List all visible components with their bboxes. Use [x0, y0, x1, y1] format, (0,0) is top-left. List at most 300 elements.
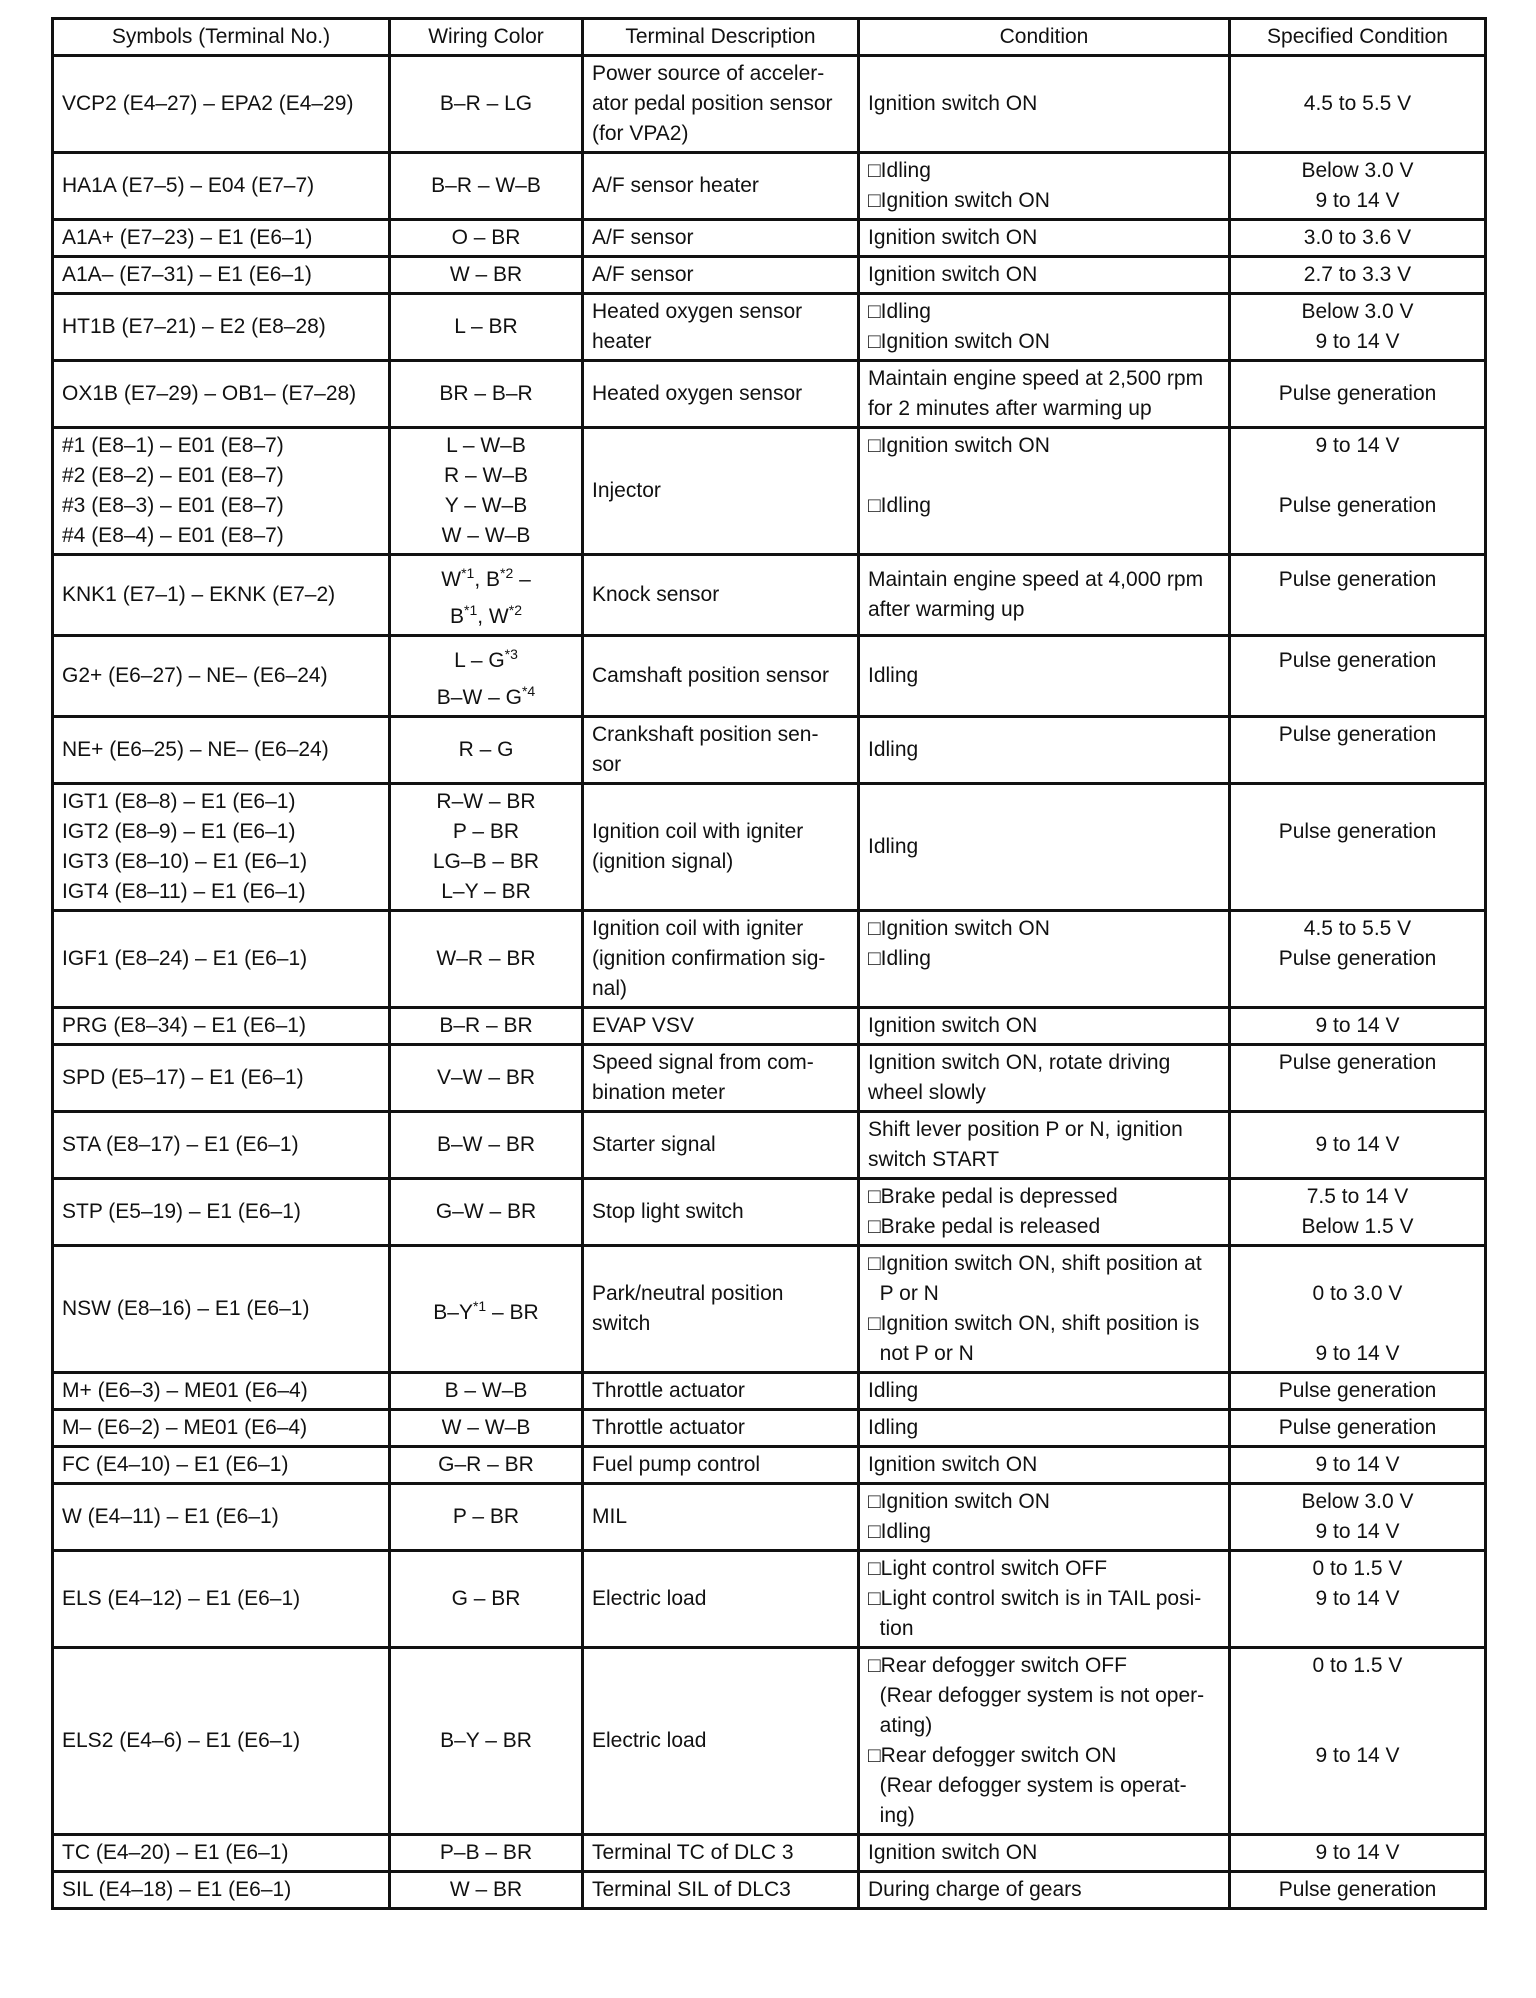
cell-line: 4.5 to 5.5 V	[1303, 917, 1412, 940]
cell-line: □Light control switch is in TAIL posi-	[868, 1587, 1202, 1610]
cell-line: VCP2 (E4–27) – EPA2 (E4–29)	[62, 92, 354, 115]
cell-line: Pulse generation	[1278, 1379, 1437, 1402]
wiring-color-cell	[390, 428, 583, 555]
cell-line	[1239, 461, 1476, 491]
specified-condition-cell	[1230, 1112, 1486, 1179]
condition-cell	[859, 911, 1230, 1008]
cell-line: Idling	[868, 664, 919, 687]
cell-line	[1239, 1614, 1476, 1644]
header-symbols: Symbols (Terminal No.)	[53, 19, 390, 56]
description-cell	[583, 361, 859, 428]
specified-condition-cell	[1230, 1551, 1486, 1648]
cell-line: □Brake pedal is released	[868, 1215, 1101, 1238]
symbol-cell	[53, 636, 390, 717]
header-terminal-description: Terminal Description	[583, 19, 859, 56]
cell-line: □Ignition switch ON	[868, 330, 1050, 353]
cell-line: Knock sensor	[592, 583, 720, 606]
cell-line: (ignition confirmation sig-	[592, 947, 826, 970]
cell-line: Ignition switch ON, rotate driving	[868, 1051, 1171, 1074]
cell-line: B–R – W–B	[431, 174, 541, 197]
symbol-cell	[53, 1008, 390, 1045]
cell-line: L – $G^{*3}$	[454, 646, 518, 672]
cell-line: □Ignition switch ON	[868, 1490, 1050, 1513]
cell-line: #2 (E8–2) – E01 (E8–7)	[62, 464, 284, 487]
cell-line: □Ignition switch ON	[868, 434, 1050, 457]
wiring-color-cell	[390, 1484, 583, 1551]
cell-line: Ignition coil with igniter	[592, 917, 804, 940]
wiring-color-cell	[390, 555, 583, 636]
cell-line: □Rear defogger switch OFF	[868, 1654, 1127, 1677]
cell-line: Heated oxygen sensor	[592, 382, 803, 405]
condition-cell	[859, 1484, 1230, 1551]
cell-line: $B-Y^{*1}$ – BR	[433, 1297, 539, 1324]
cell-line: 3.0 to 3.6 V	[1303, 226, 1412, 249]
table-row	[53, 153, 1486, 220]
cell-line: G2+ (E6–27) – NE– (E6–24)	[62, 664, 328, 687]
description-cell	[583, 1410, 859, 1447]
cell-line: #4 (E8–4) – E01 (E8–7)	[62, 524, 284, 547]
symbol-cell	[53, 257, 390, 294]
cell-line: Ignition switch ON	[868, 1841, 1038, 1864]
cell-line: R – G	[458, 738, 514, 761]
table-row	[53, 1045, 1486, 1112]
specified-condition-cell	[1230, 784, 1486, 911]
cell-line: Camshaft position sensor	[592, 664, 829, 687]
wiring-color-cell	[390, 1008, 583, 1045]
symbol-cell	[53, 56, 390, 153]
wiring-color-cell	[390, 1648, 583, 1835]
table-row	[53, 220, 1486, 257]
wiring-color-cell	[390, 294, 583, 361]
cell-line: □Ignition switch ON	[868, 189, 1050, 212]
table-row	[53, 1246, 1486, 1373]
specified-condition-cell	[1230, 1835, 1486, 1872]
table-row	[53, 1484, 1486, 1551]
cell-line: Throttle actuator	[592, 1416, 745, 1439]
cell-line: Pulse generation	[1278, 382, 1437, 405]
cell-line: Injector	[592, 479, 661, 502]
header-wiring-color: Wiring Color	[390, 19, 583, 56]
cell-line: Idling	[868, 1416, 919, 1439]
cell-line: Crankshaft position sen-	[592, 723, 819, 746]
wiring-color-cell	[390, 1045, 583, 1112]
wiring-color-cell	[390, 1246, 583, 1373]
description-cell	[583, 220, 859, 257]
cell-line: Below 1.5 V	[1301, 1215, 1414, 1238]
cell-line: ELS (E4–12) – E1 (E6–1)	[62, 1587, 301, 1610]
cell-line: Pulse generation	[1278, 1878, 1437, 1901]
cell-line: IGT4 (E8–11) – E1 (E6–1)	[62, 880, 306, 903]
description-cell	[583, 1179, 859, 1246]
cell-line: Terminal SIL of DLC3	[592, 1878, 791, 1901]
cell-line: □Ignition switch ON, shift position at	[868, 1252, 1202, 1275]
symbol-cell	[53, 1179, 390, 1246]
specified-condition-cell	[1230, 1484, 1486, 1551]
cell-line: □Light control switch OFF	[868, 1557, 1108, 1580]
cell-line: ating)	[868, 1714, 933, 1737]
cell-line: Pulse generation	[1278, 947, 1437, 970]
specified-condition-cell	[1230, 911, 1486, 1008]
cell-line: P or N	[868, 1282, 939, 1305]
cell-line: $W^{*1}$, $B^{*2}$ –	[441, 565, 531, 591]
cell-line: 9 to 14 V	[1315, 1744, 1400, 1767]
cell-line	[1239, 521, 1476, 551]
cell-line: ator pedal position sensor	[592, 92, 833, 115]
cell-line: Fuel pump control	[592, 1453, 761, 1476]
symbol-cell	[53, 220, 390, 257]
cell-line	[1239, 847, 1476, 877]
table-row	[53, 361, 1486, 428]
cell-line: switch	[592, 1312, 651, 1335]
cell-line: tion	[868, 1617, 914, 1640]
specified-condition-cell	[1230, 717, 1486, 784]
cell-line: □Idling	[868, 494, 931, 517]
cell-line: R – W–B	[443, 464, 529, 487]
condition-cell	[859, 1835, 1230, 1872]
symbol-cell	[53, 1246, 390, 1373]
condition-cell	[859, 1648, 1230, 1835]
condition-cell	[859, 1551, 1230, 1648]
cell-line: LG–B – BR	[432, 850, 540, 873]
description-cell	[583, 153, 859, 220]
cell-line: #1 (E8–1) – E01 (E8–7)	[62, 434, 284, 457]
header-row	[53, 19, 1486, 56]
cell-line: Below 3.0 V	[1301, 300, 1414, 323]
cell-line	[1239, 1771, 1476, 1801]
cell-line: MIL	[592, 1505, 628, 1528]
table-row	[53, 1008, 1486, 1045]
specified-condition-cell	[1230, 1246, 1486, 1373]
table-row	[53, 1112, 1486, 1179]
wiring-color-cell	[390, 1447, 583, 1484]
cell-line: G–R – BR	[438, 1453, 534, 1476]
description-cell	[583, 1551, 859, 1648]
cell-line: P – BR	[452, 820, 520, 843]
condition-cell	[859, 1410, 1230, 1447]
symbol-cell	[53, 1447, 390, 1484]
specified-condition-cell	[1230, 153, 1486, 220]
cell-line: $B^{*1}$, $W^{*2}$	[450, 602, 522, 628]
condition-cell	[859, 1447, 1230, 1484]
wiring-color-cell	[390, 1373, 583, 1410]
description-cell	[583, 428, 859, 555]
cell-line: Ignition switch ON	[868, 1453, 1038, 1476]
terminal-table	[51, 17, 1487, 1910]
cell-line: IGT2 (E8–9) – E1 (E6–1)	[62, 820, 296, 843]
description-cell	[583, 636, 859, 717]
cell-line: 9 to 14 V	[1315, 330, 1400, 353]
specified-condition-cell	[1230, 1872, 1486, 1909]
description-cell	[583, 911, 859, 1008]
cell-line: STP (E5–19) – E1 (E6–1)	[62, 1200, 301, 1223]
wiring-color-cell	[390, 784, 583, 911]
specified-condition-cell	[1230, 1045, 1486, 1112]
cell-line	[868, 974, 1220, 1004]
wiring-color-cell	[390, 1835, 583, 1872]
cell-line: R–W – BR	[436, 790, 536, 813]
cell-line: OX1B (E7–29) – OB1– (E7–28)	[62, 382, 357, 405]
cell-line: P–B – BR	[439, 1841, 533, 1864]
cell-line: KNK1 (E7–1) – EKNK (E7–2)	[62, 583, 336, 606]
cell-line: Starter signal	[592, 1133, 716, 1156]
cell-line: Maintain engine speed at 2,500 rpm	[868, 367, 1204, 390]
description-cell	[583, 1246, 859, 1373]
symbol-cell	[53, 1872, 390, 1909]
cell-line: A/F sensor heater	[592, 174, 759, 197]
cell-line: SIL (E4–18) – E1 (E6–1)	[62, 1878, 292, 1901]
symbol-cell	[53, 1484, 390, 1551]
description-cell	[583, 56, 859, 153]
description-cell	[583, 1872, 859, 1909]
cell-line: BR – B–R	[439, 382, 533, 405]
cell-line: HT1B (E7–21) – E2 (E8–28)	[62, 315, 326, 338]
cell-line: 9 to 14 V	[1315, 1453, 1400, 1476]
condition-cell	[859, 257, 1230, 294]
description-cell	[583, 1373, 859, 1410]
table-row	[53, 257, 1486, 294]
condition-cell	[859, 220, 1230, 257]
symbol-cell	[53, 1835, 390, 1872]
wiring-color-cell	[390, 911, 583, 1008]
cell-line: □Brake pedal is depressed	[868, 1185, 1118, 1208]
cell-line: IGT1 (E8–8) – E1 (E6–1)	[62, 790, 296, 813]
cell-line: Power source of acceler-	[592, 62, 825, 85]
condition-cell	[859, 1179, 1230, 1246]
cell-line: Stop light switch	[592, 1200, 744, 1223]
cell-line: 9 to 14 V	[1315, 1133, 1400, 1156]
table-row	[53, 555, 1486, 636]
condition-cell	[859, 555, 1230, 636]
cell-line: B–W – BR	[436, 1133, 536, 1156]
cell-line: L–Y – BR	[441, 880, 531, 903]
cell-line: Pulse generation	[1278, 820, 1437, 843]
cell-line: 9 to 14 V	[1315, 1014, 1400, 1037]
cell-line	[1239, 595, 1476, 625]
table-row	[53, 294, 1486, 361]
cell-line: SPD (E5–17) – E1 (E6–1)	[62, 1066, 304, 1089]
wiring-color-cell	[390, 717, 583, 784]
table-row	[53, 56, 1486, 153]
table-row	[53, 636, 1486, 717]
description-cell	[583, 555, 859, 636]
condition-cell	[859, 1008, 1230, 1045]
wiring-color-cell	[390, 220, 583, 257]
cell-line: □Ignition switch ON, shift position is	[868, 1312, 1200, 1335]
cell-line: not P or N	[868, 1342, 974, 1365]
description-cell	[583, 784, 859, 911]
specified-condition-cell	[1230, 1008, 1486, 1045]
condition-cell	[859, 1246, 1230, 1373]
symbol-cell	[53, 1551, 390, 1648]
cell-line: Y – W–B	[444, 494, 528, 517]
cell-line: Below 3.0 V	[1301, 1490, 1414, 1513]
cell-line: heater	[592, 330, 652, 353]
cell-line: A/F sensor	[592, 263, 694, 286]
cell-line: □Idling	[868, 1520, 931, 1543]
cell-line: □Idling	[868, 300, 931, 323]
table-row	[53, 1648, 1486, 1835]
cell-line: L – W–B	[446, 434, 526, 457]
cell-line: W (E4–11) – E1 (E6–1)	[62, 1505, 279, 1528]
cell-line: TC (E4–20) – E1 (E6–1)	[62, 1841, 289, 1864]
description-cell	[583, 1648, 859, 1835]
cell-line: □Idling	[868, 947, 931, 970]
cell-line	[1239, 750, 1476, 780]
cell-line: 4.5 to 5.5 V	[1303, 92, 1412, 115]
condition-cell	[859, 1112, 1230, 1179]
cell-line: 9 to 14 V	[1315, 1841, 1400, 1864]
condition-cell	[859, 294, 1230, 361]
cell-line: #3 (E8–3) – E01 (E8–7)	[62, 494, 284, 517]
description-cell	[583, 294, 859, 361]
table-row	[53, 1447, 1486, 1484]
condition-cell	[859, 784, 1230, 911]
symbol-cell	[53, 1045, 390, 1112]
table-row	[53, 1179, 1486, 1246]
symbol-cell	[53, 294, 390, 361]
cell-line: Park/neutral position	[592, 1282, 784, 1305]
cell-line	[1239, 1711, 1476, 1741]
condition-cell	[859, 1373, 1230, 1410]
cell-line: 9 to 14 V	[1315, 1342, 1400, 1365]
wiring-color-cell	[390, 1179, 583, 1246]
cell-line	[1239, 1681, 1476, 1711]
cell-line: Pulse generation	[1278, 723, 1437, 746]
cell-line: (Rear defogger system is not oper-	[868, 1684, 1205, 1707]
cell-line: for 2 minutes after warming up	[868, 397, 1152, 420]
cell-line: Below 3.0 V	[1301, 159, 1414, 182]
symbol-cell	[53, 428, 390, 555]
cell-line: 0 to 1.5 V	[1312, 1654, 1403, 1677]
cell-line: NSW (E8–16) – E1 (E6–1)	[62, 1297, 310, 1320]
condition-cell	[859, 717, 1230, 784]
cell-line: Maintain engine speed at 4,000 rpm	[868, 568, 1204, 591]
cell-line: W – BR	[449, 263, 523, 286]
cell-line: nal)	[592, 977, 628, 1000]
description-cell	[583, 257, 859, 294]
cell-line: 2.7 to 3.3 V	[1303, 263, 1412, 286]
cell-line: 0 to 3.0 V	[1312, 1282, 1403, 1305]
cell-line: NE+ (E6–25) – NE– (E6–24)	[62, 738, 329, 761]
cell-line: B – W–B	[444, 1379, 528, 1402]
description-cell	[583, 1008, 859, 1045]
symbol-cell	[53, 1112, 390, 1179]
table-row	[53, 1872, 1486, 1909]
cell-line: G–W – BR	[435, 1200, 537, 1223]
table-body	[53, 56, 1486, 1909]
cell-line: B–R – LG	[439, 92, 533, 115]
condition-cell	[859, 1872, 1230, 1909]
cell-line: 9 to 14 V	[1315, 1520, 1400, 1543]
cell-line	[1239, 1801, 1476, 1831]
cell-line: During charge of gears	[868, 1878, 1082, 1901]
table-row	[53, 1410, 1486, 1447]
cell-line: M+ (E6–3) – ME01 (E6–4)	[62, 1379, 308, 1402]
cell-line: (for VPA2)	[592, 122, 689, 145]
specified-condition-cell	[1230, 56, 1486, 153]
symbol-cell	[53, 1410, 390, 1447]
cell-line: after warming up	[868, 598, 1025, 621]
table-row	[53, 911, 1486, 1008]
cell-line: W – BR	[449, 1878, 523, 1901]
cell-line: $B-W - G^{*4}$	[436, 683, 536, 709]
cell-line: 0 to 1.5 V	[1312, 1557, 1403, 1580]
table-row	[53, 1551, 1486, 1648]
cell-line: M– (E6–2) – ME01 (E6–4)	[62, 1416, 308, 1439]
cell-line: Pulse generation	[1278, 649, 1437, 672]
cell-line: Pulse generation	[1278, 1051, 1437, 1074]
wiring-color-cell	[390, 636, 583, 717]
cell-line: (ignition signal)	[592, 850, 734, 873]
specified-condition-cell	[1230, 1179, 1486, 1246]
cell-line: wheel slowly	[868, 1081, 986, 1104]
specified-condition-cell	[1230, 220, 1486, 257]
cell-line: Pulse generation	[1278, 494, 1437, 517]
condition-cell	[859, 428, 1230, 555]
specified-condition-cell	[1230, 428, 1486, 555]
symbol-cell	[53, 717, 390, 784]
cell-line: Heated oxygen sensor	[592, 300, 803, 323]
cell-line	[1239, 1249, 1476, 1279]
cell-line: ELS2 (E4–6) – E1 (E6–1)	[62, 1729, 301, 1752]
specified-condition-cell	[1230, 257, 1486, 294]
table-row	[53, 1373, 1486, 1410]
specified-condition-cell	[1230, 636, 1486, 717]
wiring-color-cell	[390, 1872, 583, 1909]
wiring-color-cell	[390, 1410, 583, 1447]
description-cell	[583, 1045, 859, 1112]
header-specified-condition: Specified Condition	[1230, 19, 1486, 56]
cell-line: IGT3 (E8–10) – E1 (E6–1)	[62, 850, 308, 873]
table-row	[53, 1835, 1486, 1872]
cell-line: W–R – BR	[436, 947, 536, 970]
cell-line: □Ignition switch ON	[868, 917, 1050, 940]
wiring-color-cell	[390, 153, 583, 220]
wiring-color-cell	[390, 1551, 583, 1648]
cell-line: A1A– (E7–31) – E1 (E6–1)	[62, 263, 312, 286]
cell-line	[868, 521, 1220, 551]
cell-line: Idling	[868, 1379, 919, 1402]
symbol-cell	[53, 1648, 390, 1835]
condition-cell	[859, 153, 1230, 220]
cell-line: Electric load	[592, 1729, 707, 1752]
condition-cell	[859, 636, 1230, 717]
cell-line: 7.5 to 14 V	[1306, 1185, 1409, 1208]
cell-line: EVAP VSV	[592, 1014, 694, 1037]
symbol-cell	[53, 555, 390, 636]
cell-line: bination meter	[592, 1081, 726, 1104]
cell-line: A1A+ (E7–23) – E1 (E6–1)	[62, 226, 313, 249]
cell-line	[1239, 1078, 1476, 1108]
cell-line: (Rear defogger system is operat-	[868, 1774, 1187, 1797]
description-cell	[583, 1835, 859, 1872]
cell-line: G – BR	[451, 1587, 521, 1610]
cell-line: PRG (E8–34) – E1 (E6–1)	[62, 1014, 306, 1037]
description-cell	[583, 1484, 859, 1551]
table-row	[53, 428, 1486, 555]
cell-line: 9 to 14 V	[1315, 434, 1400, 457]
wiring-color-cell	[390, 361, 583, 428]
cell-line: 9 to 14 V	[1315, 189, 1400, 212]
cell-line: STA (E8–17) – E1 (E6–1)	[62, 1133, 299, 1156]
cell-line: Ignition switch ON	[868, 226, 1038, 249]
cell-line: L – BR	[454, 315, 518, 338]
symbol-cell	[53, 911, 390, 1008]
cell-line: O – BR	[451, 226, 521, 249]
cell-line: V–W – BR	[436, 1066, 536, 1089]
cell-line	[868, 461, 1220, 491]
cell-line: □Idling	[868, 159, 931, 182]
